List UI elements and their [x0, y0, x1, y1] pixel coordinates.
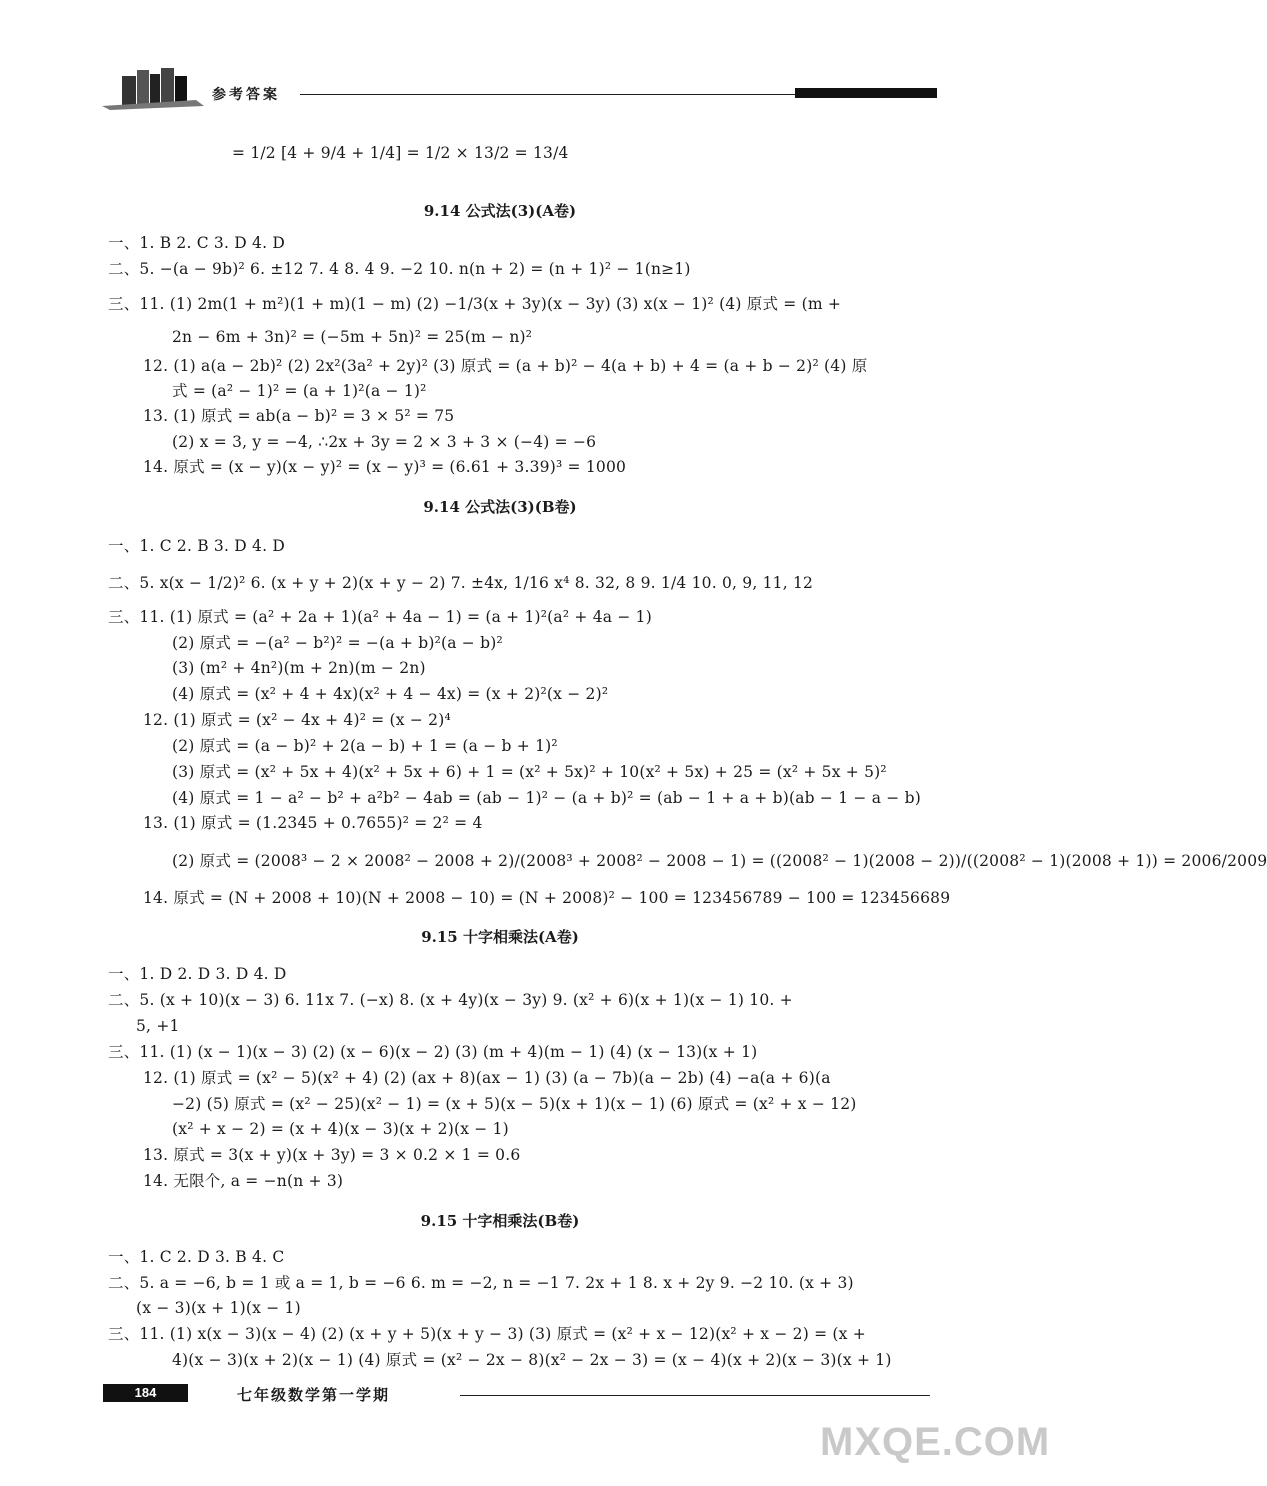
- answer-line: 一、1. B 2. C 3. D 4. D: [108, 234, 285, 252]
- answer-line: −2) (5) 原式 = (x² − 25)(x² − 1) = (x + 5)(x − 5)(x + 1)(x − 1) (6) 原式 = (x² + x − 12): [172, 1095, 857, 1113]
- footer-label: 七年级数学第一学期: [237, 1386, 391, 1404]
- answer-line: 14. 无限个, a = −n(n + 3): [143, 1172, 344, 1190]
- header-rule: [300, 94, 795, 95]
- answer-line: (x − 3)(x + 1)(x − 1): [136, 1299, 301, 1317]
- answer-line: 5, +1: [136, 1017, 180, 1035]
- header-label: 参考答案: [212, 87, 280, 103]
- answer-line: 三、11. (1) 2m(1 + m²)(1 + m)(1 − m) (2) −1/3(x + 3y)(x − 3y) (3) x(x − 1)² (4) 原式 = (m +: [108, 295, 842, 313]
- answer-line: 12. (1) a(a − 2b)² (2) 2x²(3a² + 2y)² (3) 原式 = (a + b)² − 4(a + b) + 4 = (a + b − 2)² (4) 原: [143, 357, 868, 375]
- answer-line: 14. 原式 = (x − y)(x − y)² = (x − y)³ = (6.61 + 3.39)³ = 1000: [143, 458, 627, 476]
- answer-line: 12. (1) 原式 = (x² − 4x + 4)² = (x − 2)⁴: [143, 711, 451, 729]
- answer-line: 4)(x − 3)(x + 2)(x − 1) (4) 原式 = (x² − 2x − 8)(x² − 2x − 3) = (x − 4)(x + 2)(x − 3)(x + 1): [172, 1351, 892, 1369]
- section-title: 9.14 公式法(3)(A卷): [423, 202, 577, 220]
- answer-line: (3) 原式 = (x² + 5x + 4)(x² + 5x + 6) + 1 = (x² + 5x)² + 10(x² + 5x) + 25 = (x² + 5x + 5)²: [172, 763, 887, 781]
- answer-line: 二、5. x(x − 1/2)² 6. (x + y + 2)(x + y − 2) 7. ±4x, 1/16 x⁴ 8. 32, 8 9. 1/4 10. 0, 9, 11, 12: [108, 574, 814, 592]
- answer-line: 13. (1) 原式 = ab(a − b)² = 3 × 5² = 75: [143, 407, 455, 425]
- header-bar: [795, 88, 937, 98]
- answer-line: 12. (1) 原式 = (x² − 5)(x² + 4) (2) (ax + 8)(ax − 1) (3) (a − 7b)(a − 2b) (4) −a(a + 6)(a: [143, 1069, 831, 1087]
- watermark-logo: MXQE.COM: [820, 1420, 1051, 1464]
- answer-line: 2n − 6m + 3n)² = (−5m + 5n)² = 25(m − n)²: [172, 328, 533, 346]
- footer-rule: [460, 1395, 930, 1396]
- answer-line: 一、1. C 2. B 3. D 4. D: [108, 537, 285, 555]
- answer-line: (2) 原式 = (a − b)² + 2(a − b) + 1 = (a − b + 1)²: [172, 737, 558, 755]
- section-title: 9.14 公式法(3)(B卷): [423, 498, 577, 516]
- answer-line: (4) 原式 = 1 − a² − b² + a²b² − 4ab = (ab − 1)² − (a + b)² = (ab − 1 + a + b)(ab − 1 − a − b): [172, 789, 921, 807]
- header-book-icon: [100, 66, 210, 112]
- page-number: 184: [103, 1384, 188, 1402]
- section-title: 9.15 十字相乘法(A卷): [421, 928, 579, 946]
- answer-line: 三、11. (1) (x − 1)(x − 3) (2) (x − 6)(x − 2) (3) (m + 4)(m − 1) (4) (x − 13)(x + 1): [108, 1043, 758, 1061]
- section-title: 9.15 十字相乘法(B卷): [420, 1212, 580, 1230]
- answer-line: (x² + x − 2) = (x + 4)(x − 3)(x + 2)(x − 1): [172, 1120, 509, 1138]
- answer-line: (2) 原式 = (2008³ − 2 × 2008² − 2008 + 2)/(2008³ + 2008² − 2008 − 1) = ((2008² − 1)(2008 − 2))/((2008² − 1)(2008 + 1)) = 2006/2009: [172, 852, 1267, 870]
- answer-line: 二、5. (x + 10)(x − 3) 6. 11x 7. (−x) 8. (x + 4y)(x − 3y) 9. (x² + 6)(x + 1)(x − 1) 10. +: [108, 991, 793, 1009]
- answer-line: 一、1. C 2. D 3. B 4. C: [108, 1248, 285, 1266]
- answer-line: 三、11. (1) 原式 = (a² + 2a + 1)(a² + 4a − 1) = (a + 1)²(a² + 4a − 1): [108, 608, 652, 626]
- answer-line: (4) 原式 = (x² + 4 + 4x)(x² + 4 − 4x) = (x + 2)²(x − 2)²: [172, 685, 609, 703]
- answer-line: 三、11. (1) x(x − 3)(x − 4) (2) (x + y + 5)(x + y − 3) (3) 原式 = (x² + x − 12)(x² + x − 2) = (x +: [108, 1325, 866, 1343]
- answer-line: 式 = (a² − 1)² = (a + 1)²(a − 1)²: [172, 382, 427, 400]
- answer-line: 13. (1) 原式 = (1.2345 + 0.7655)² = 2² = 4: [143, 814, 483, 832]
- answer-line: 一、1. D 2. D 3. D 4. D: [108, 965, 287, 983]
- answer-line: 二、5. a = −6, b = 1 或 a = 1, b = −6 6. m = −2, n = −1 7. 2x + 1 8. x + 2y 9. −2 10. (x + 3): [108, 1274, 854, 1292]
- answer-line: 14. 原式 = (N + 2008 + 10)(N + 2008 − 10) = (N + 2008)² − 100 = 123456789 − 100 = 123456689: [143, 889, 951, 907]
- answer-line: (3) (m² + 4n²)(m + 2n)(m − 2n): [172, 659, 426, 677]
- answer-line: (2) x = 3, y = −4, ∴2x + 3y = 2 × 3 + 3 × (−4) = −6: [172, 433, 597, 451]
- answer-line: 13. 原式 = 3(x + y)(x + 3y) = 3 × 0.2 × 1 = 0.6: [143, 1146, 521, 1164]
- answer-line: 二、5. −(a − 9b)² 6. ±12 7. 4 8. 4 9. −2 10. n(n + 2) = (n + 1)² − 1(n≥1): [108, 260, 691, 278]
- answer-line: (2) 原式 = −(a² − b²)² = −(a + b)²(a − b)²: [172, 634, 503, 652]
- answer-line: = 1/2 [4 + 9/4 + 1/4] = 1/2 × 13/2 = 13/4: [232, 144, 569, 162]
